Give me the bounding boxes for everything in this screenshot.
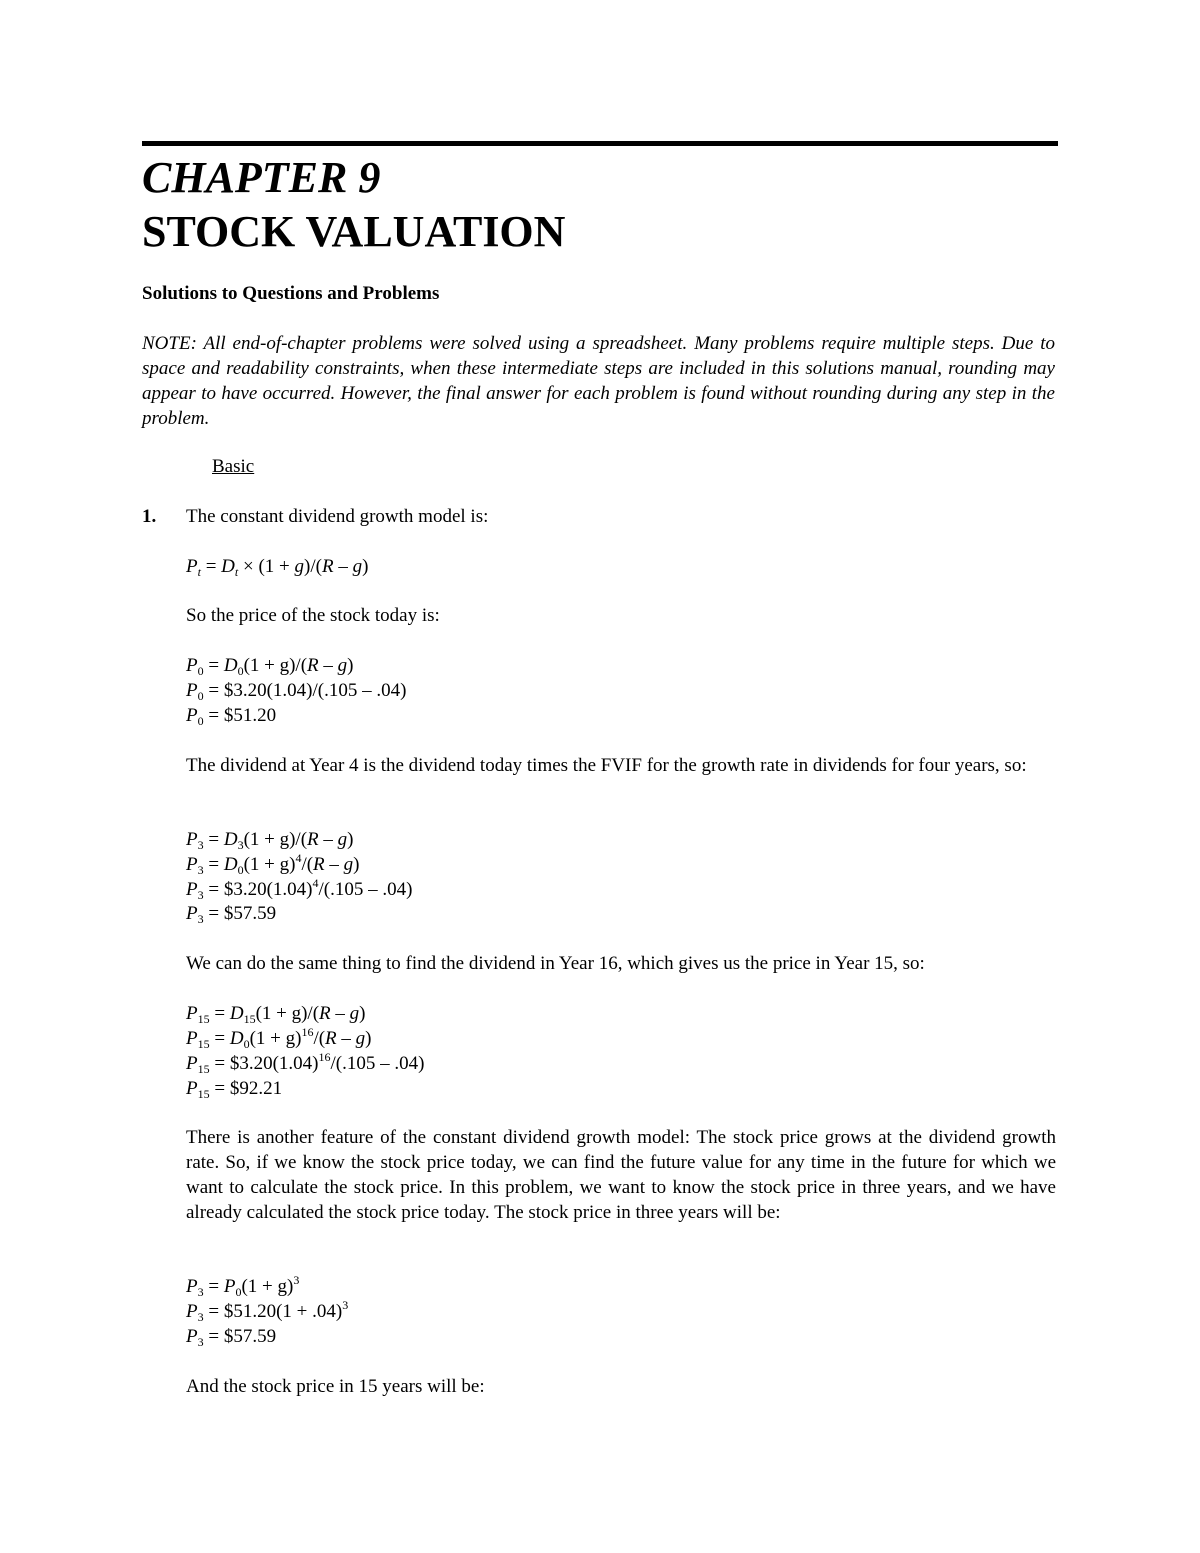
chapter-number: CHAPTER 9 <box>142 153 381 202</box>
p0-equation-1: $P_0 = D_0(1 + g)/(R - g)$ <box>186 655 354 678</box>
p3b-equation-2: $P_3$ = $51.20(1 + .04)$^3$ <box>186 1298 349 1324</box>
p3-equation-3: $P_3$ = $\$3.20(1.04)^4/(.105 - .04)$ <box>186 876 413 902</box>
model-equation: $P_t = D_t \times (1 + g)/(R - g)$ <box>186 556 369 579</box>
header-rule <box>142 141 1058 146</box>
p15-equation-1: $P_{15} = D_{15}(1 + g)/(R - g)$ <box>186 1003 366 1026</box>
p3-equation-1: $P_3 = D_3(1 + g)/(R - g)$ <box>186 829 354 852</box>
p0-equation-3: $P_0$ = $51.20 <box>186 705 277 728</box>
p3b-equation-3: $P_3$ = $57.59 <box>186 1326 277 1349</box>
problem-number: 1. <box>142 506 157 527</box>
p0-equation-2: $P_0$ = $3.20(1.04)/(.105 – .04) <box>186 680 407 703</box>
feature-paragraph: There is another feature of the constant dividend growth model: The stock price grows at the dividend growth rate. So, if we know the stock price today, we can find the future value for any time in the future for which we want to calculate the stock price. In this problem, we want to know the stock price in three years, and we have already calculated the stock price today. The stock price in three years will be: <box>186 1127 1056 1223</box>
price-today-intro: So the price of the stock today is: <box>186 605 440 626</box>
note-paragraph: NOTE: All end-of-chapter problems were solved using a spreadsheet. Many problems require multiple steps. Due to space and readability constraints, when these intermediate steps are included in this solutions manual, rounding may appear to have occurred. However, the final answer for each problem is found without rounding during any step in the problem. <box>142 333 1055 429</box>
p15-equation-3: $P_{15}$ = $\$3.20(1.04)^{16}/(.105 - .04)$ <box>186 1050 425 1076</box>
chapter-title: STOCK VALUATION <box>142 207 566 256</box>
closing-paragraph: And the stock price in 15 years will be: <box>186 1376 485 1397</box>
section-subtitle: Solutions to Questions and Problems <box>142 283 440 304</box>
p3-equation-2: $P_3 = D_0(1 + g)^4/(R - g)$ <box>186 851 360 877</box>
p3-equation-4: $P_3$ = $57.59 <box>186 903 277 926</box>
problem-intro: The constant dividend growth model is: <box>186 506 489 527</box>
year4-paragraph: The dividend at Year 4 is the dividend today times the FVIF for the growth rate in dividends for four years, so: <box>186 755 1027 776</box>
year16-paragraph: We can do the same thing to find the dividend in Year 16, which gives us the price in Year 15, so: <box>186 953 925 974</box>
p3b-equation-1: $P_3 = P_0(1 + g)^3$ <box>186 1273 300 1299</box>
p15-equation-2: $P_{15} = D_0(1 + g)^{16}/(R - g)$ <box>186 1025 372 1051</box>
p15-equation-4: $P_{15}$ = $92.21 <box>186 1078 283 1101</box>
section-heading-basic: Basic <box>212 456 255 477</box>
